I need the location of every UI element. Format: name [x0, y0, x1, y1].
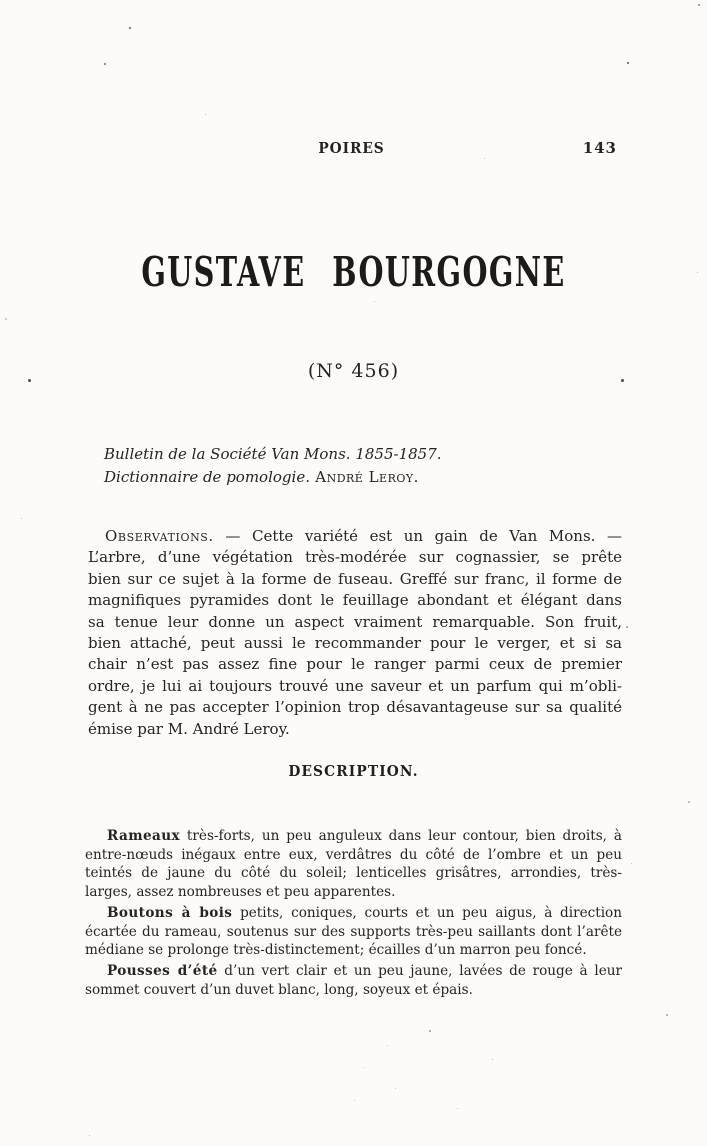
text-line: sa tenue leur donne un aspect vraiment remarquable. Son fruit, [88, 612, 622, 631]
text-run: d’un vert clair et un peu jaune, lavées de rouge à leur [217, 963, 622, 979]
variety-title: GUSTAVE BOURGOGNE [141, 248, 566, 296]
text-line: magnifiques pyramides dont le feuillage abondant et élégant dans [88, 591, 622, 610]
variety-number: (N° 456) [307, 360, 400, 382]
scan-speck [666, 1014, 668, 1016]
rameaux-paragraph [85, 827, 622, 901]
text-line [85, 904, 622, 923]
text-line: chair n’est pas assez fine pour le ranger parmi ceux de premier [88, 655, 622, 674]
text-run: petits, coniques, courts et un peu aigus, à direction [232, 905, 622, 921]
paragraph-lead: Boutons à bois [107, 905, 233, 921]
scan-speck [626, 626, 628, 628]
page-number: 143 [582, 139, 617, 157]
text-line [85, 962, 622, 981]
scan-speck [631, 863, 632, 864]
text-line: émise par M. André Leroy. [88, 719, 290, 738]
scan-speck [457, 1108, 458, 1109]
text-run: très-forts, un peu anguleux dans leur contour, bien droits, à [180, 828, 622, 844]
scan-speck [492, 1059, 493, 1060]
text-line: entre-nœuds inégaux entre eux, verdâtres du côté de l’ombre et un peu [85, 846, 622, 863]
text-line: teintés de jaune du côté du soleil; lenticelles grisâtres, arrondies, très- [85, 865, 622, 882]
scan-speck [205, 114, 206, 115]
scan-speck [354, 1100, 355, 1101]
scan-speck [621, 379, 624, 382]
text-line: médiane se prolonge très-distinctement; écailles d’un marron peu foncé. [85, 942, 587, 959]
text-line [88, 526, 622, 547]
scan-speck [698, 4, 700, 6]
text-line [85, 827, 622, 846]
reference-author: André Leroy. [309, 468, 419, 486]
boutons-paragraph [85, 904, 622, 960]
text-line: L’arbre, d’une végétation très-modérée sur cognassier, se prête [88, 548, 622, 567]
reference-line: Bulletin de la Société Van Mons. 1855-1857. [104, 445, 442, 463]
scan-speck [484, 158, 485, 159]
scan-speck [395, 1088, 396, 1089]
scan-speck [89, 1135, 90, 1136]
scan-speck [21, 518, 22, 519]
scan-speck [28, 379, 31, 382]
scan-speck [387, 1045, 388, 1046]
text-line: ordre, je lui ai toujours trouvé une saveur et un parfum qui m’obli- [88, 676, 622, 695]
text-line: bien sur ce sujet à la forme de fuseau. Greffé sur franc, il forme de [88, 569, 622, 588]
references [104, 443, 621, 489]
scan-speck [129, 27, 131, 29]
text-run: — Cette variété est un gain de Van Mons. — [213, 527, 622, 545]
text-line: écartée du rameau, soutenus sur des supports très-peu saillants dont l’arête [85, 923, 622, 940]
scan-speck [374, 301, 375, 302]
text-line: bien attaché, peut aussi le recommander pour le verger, et si sa [88, 633, 622, 652]
text-line: gent à ne pas accepter l’opinion trop désavantageuse sur sa qualité [88, 698, 622, 717]
scan-speck [697, 272, 698, 273]
paragraph-lead: Pousses d’été [107, 963, 218, 979]
scan-speck [104, 63, 106, 65]
reference-work: Dictionnaire de pomologie. [104, 468, 310, 486]
paragraph-lead: Observations. [105, 527, 214, 545]
description-heading: DESCRIPTION. [288, 762, 419, 780]
text-line: larges, assez nombreuses et peu apparentes. [85, 883, 396, 900]
scan-speck [627, 62, 629, 64]
scan-speck [688, 801, 690, 803]
page-header [86, 139, 617, 159]
scan-speck [429, 1030, 431, 1032]
observations-paragraph [88, 526, 622, 740]
pousses-paragraph [85, 962, 622, 999]
scan-speck [5, 318, 7, 320]
scan-speck [363, 1067, 364, 1068]
paragraph-lead: Rameaux [107, 828, 181, 844]
running-title: POIRES [318, 139, 385, 157]
reference-line [104, 466, 621, 489]
text-line: sommet couvert d’un duvet blanc, long, soyeux et épais. [85, 981, 473, 998]
